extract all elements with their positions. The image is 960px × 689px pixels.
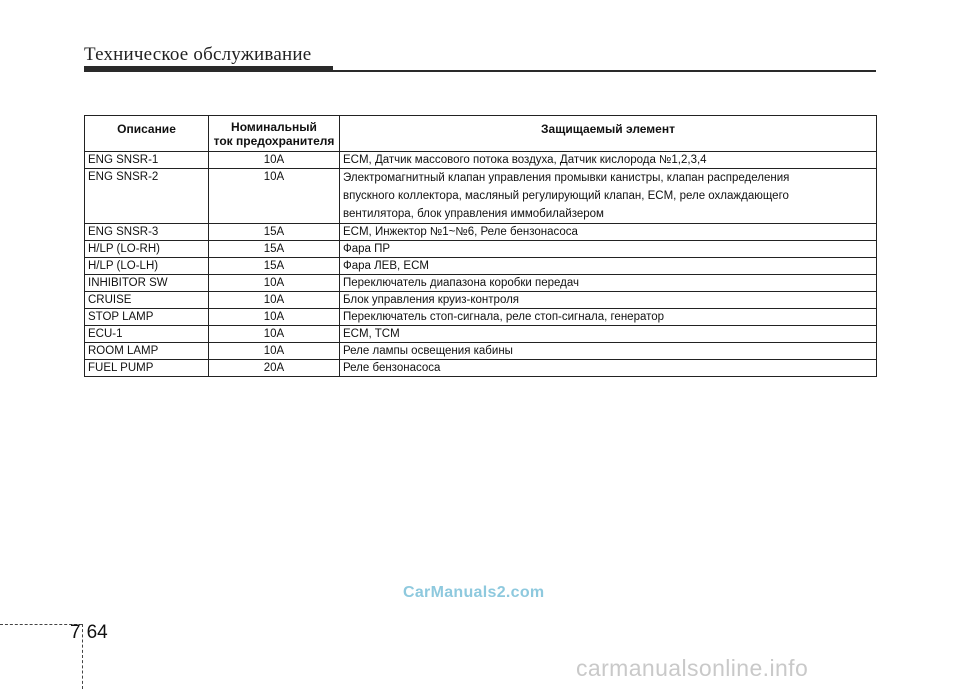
fuse-protected-cell xyxy=(340,224,877,241)
fuse-rating-cell: 15A xyxy=(209,258,340,275)
table-row xyxy=(85,292,877,309)
table-row xyxy=(85,152,877,169)
table-row xyxy=(85,343,877,360)
header-rating-line1: Номинальный xyxy=(231,119,317,134)
fuse-protected-cell xyxy=(340,241,877,258)
fuse-description-cell: ECU-1 xyxy=(85,326,209,343)
fuse-rating-cell: 10A xyxy=(209,292,340,309)
fuse-rating-cell: 20A xyxy=(209,360,340,377)
fuse-rating-cell: 10A xyxy=(209,275,340,292)
protected-line: вентилятора, блок управления иммобилайзером xyxy=(343,208,604,220)
fuse-rating-cell: 10A xyxy=(209,152,340,169)
protected-line: Переключатель стоп-сигнала, реле стоп-сигнала, генератор xyxy=(343,311,665,323)
fuse-table-body xyxy=(85,152,877,377)
page-number-value: 64 xyxy=(86,622,108,643)
protected-line: ECM, TCM xyxy=(343,328,400,340)
fuse-protected-cell xyxy=(340,169,877,224)
fuse-description-cell: STOP LAMP xyxy=(85,309,209,326)
protected-line: ECM, Инжектор №1~№6, Реле бензонасоса xyxy=(343,226,578,238)
protected-line: Фара ЛЕВ, ECM xyxy=(343,260,429,272)
fuse-protected-cell xyxy=(340,326,877,343)
fuse-rating-cell: 15A xyxy=(209,224,340,241)
protected-line: Электромагнитный клапан управления промывки канистры, клапан распределения xyxy=(343,172,790,184)
header-rating xyxy=(209,116,340,152)
watermark-carmanuals2: CarManuals2.com xyxy=(403,584,545,601)
fuse-description-cell: INHIBITOR SW xyxy=(85,275,209,292)
page-header-title: Техническое обслуживание xyxy=(84,44,312,65)
fuse-table-header-row xyxy=(85,116,877,152)
page-number xyxy=(70,622,108,644)
protected-line: ECM, Датчик массового потока воздуха, Датчик кислорода №1,2,3,4 xyxy=(343,154,707,166)
fuse-rating-cell: 10A xyxy=(209,326,340,343)
protected-line: впускного коллектора, масляный регулирующий клапан, ECM, реле охлаждающего xyxy=(343,190,789,202)
fuse-protected-cell xyxy=(340,360,877,377)
fuse-table xyxy=(84,115,877,377)
fuse-description-cell: H/LP (LO-LH) xyxy=(85,258,209,275)
fuse-protected-cell xyxy=(340,152,877,169)
header-rating-line2: ток предохранителя xyxy=(213,133,335,148)
fuse-protected-cell xyxy=(340,292,877,309)
table-row xyxy=(85,169,877,224)
fuse-protected-cell xyxy=(340,309,877,326)
table-row xyxy=(85,360,877,377)
fuse-description-cell: H/LP (LO-RH) xyxy=(85,241,209,258)
fuse-description-cell: ENG SNSR-3 xyxy=(85,224,209,241)
fuse-rating-cell: 10A xyxy=(209,343,340,360)
fuse-description-cell: FUEL PUMP xyxy=(85,360,209,377)
header-protected: Защищаемый элемент xyxy=(340,116,877,152)
fuse-description-cell: ENG SNSR-1 xyxy=(85,152,209,169)
table-row xyxy=(85,241,877,258)
fuse-protected-cell xyxy=(340,258,877,275)
header-rule-thin xyxy=(333,70,876,72)
protected-line: Реле бензонасоса xyxy=(343,362,441,374)
header-rule-thick xyxy=(84,66,333,72)
fuse-protected-cell xyxy=(340,275,877,292)
fuse-description-cell: ROOM LAMP xyxy=(85,343,209,360)
table-row xyxy=(85,224,877,241)
header-description: Описание xyxy=(85,116,209,152)
fuse-rating-cell: 10A xyxy=(209,169,340,224)
fuse-protected-cell xyxy=(340,343,877,360)
fuse-rating-cell: 15A xyxy=(209,241,340,258)
protected-line: Фара ПР xyxy=(343,243,391,255)
table-row xyxy=(85,258,877,275)
watermark-carmanualsonline: carmanualsonline.info xyxy=(576,655,809,681)
chapter-number: 7 xyxy=(70,622,81,643)
table-row xyxy=(85,309,877,326)
protected-line: Переключатель диапазона коробки передач xyxy=(343,277,579,289)
table-row xyxy=(85,326,877,343)
protected-line: Блок управления круиз-контроля xyxy=(343,294,520,306)
protected-line: Реле лампы освещения кабины xyxy=(343,345,513,357)
table-row xyxy=(85,275,877,292)
fuse-rating-cell: 10A xyxy=(209,309,340,326)
fuse-description-cell: ENG SNSR-2 xyxy=(85,169,209,224)
fuse-description-cell: CRUISE xyxy=(85,292,209,309)
